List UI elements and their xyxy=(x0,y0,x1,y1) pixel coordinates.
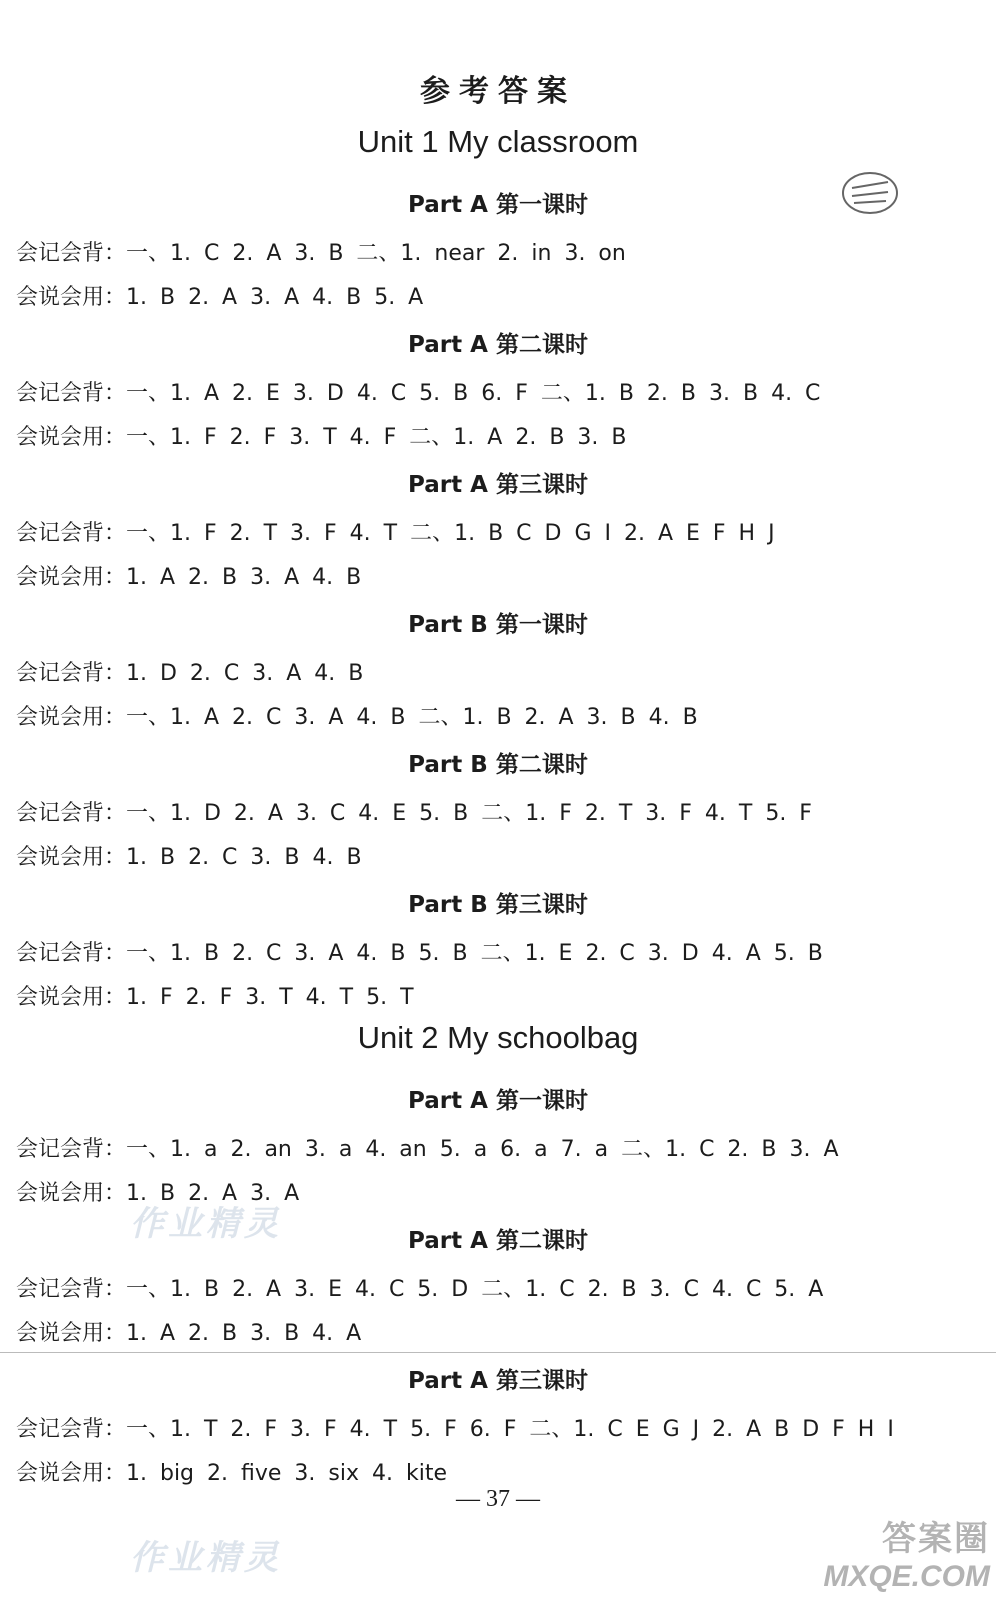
answer-line: 会说会用：1. A 2. B 3. B 4. A xyxy=(16,1321,362,1346)
answer-line: 会记会背：一、1. a 2. an 3. a 4. an 5. a 6. a 7. a 二、1. C 2. B 3. A xyxy=(16,1137,839,1162)
unit2-heading: Unit 2 My schoolbag xyxy=(357,1020,639,1055)
answer-line: 会记会背：1. D 2. C 3. A 4. B xyxy=(16,661,364,686)
answer-line: 会说会用：1. B 2. C 3. B 4. B xyxy=(16,845,362,870)
section-heading: Part A 第一课时 xyxy=(408,1088,588,1114)
site-watermark-url: MXQE.COM xyxy=(823,1560,990,1593)
page-title: 参考答案 xyxy=(420,74,576,109)
section-heading: Part B 第二课时 xyxy=(408,752,588,778)
unit1-heading: Unit 1 My classroom xyxy=(357,124,639,159)
answer-line: 会说会用：1. A 2. B 3. A 4. B xyxy=(16,565,362,590)
answer-line: 会记会背：一、1. C 2. A 3. B 二、1. near 2. in 3. on xyxy=(16,241,626,266)
section-heading: Part A 第三课时 xyxy=(408,472,588,498)
answer-line: 会记会背：一、1. T 2. F 3. F 4. T 5. F 6. F 二、1. C E G J 2. A B D F H I xyxy=(16,1417,894,1442)
site-watermark-name: 答案圈 xyxy=(882,1519,990,1559)
page-crease xyxy=(0,1352,996,1353)
answer-line: 会记会背：一、1. D 2. A 3. C 4. E 5. B 二、1. F 2. T 3. F 4. T 5. F xyxy=(16,801,812,826)
section-heading: Part A 第二课时 xyxy=(408,1228,588,1254)
answer-line: 会记会背：一、1. B 2. A 3. E 4. C 5. D 二、1. C 2. B 3. C 4. C 5. A xyxy=(16,1277,824,1302)
watermark-text: 作业精灵 xyxy=(130,1204,282,1244)
page-number: — 37 — xyxy=(456,1486,540,1512)
section-heading: Part B 第三课时 xyxy=(408,892,588,918)
answer-line: 会说会用：一、1. F 2. F 3. T 4. F 二、1. A 2. B 3. B xyxy=(16,425,627,450)
site-watermark xyxy=(823,1511,990,1594)
answer-line: 会说会用：1. big 2. five 3. six 4. kite xyxy=(16,1461,447,1486)
answer-line: 会记会背：一、1. B 2. C 3. A 4. B 5. B 二、1. E 2. C 3. D 4. A 5. B xyxy=(16,941,823,966)
answer-line: 会说会用：1. F 2. F 3. T 4. T 5. T xyxy=(16,985,414,1010)
answer-line: 会说会用：1. B 2. A 3. A 4. B 5. A xyxy=(16,285,424,310)
section-heading: Part A 第二课时 xyxy=(408,332,588,358)
answer-line: 会记会背：一、1. A 2. E 3. D 4. C 5. B 6. F 二、1. B 2. B 3. B 4. C xyxy=(16,381,821,406)
watermark-text: 作业精灵 xyxy=(130,1538,282,1578)
answer-line: 会说会用：一、1. A 2. C 3. A 4. B 二、1. B 2. A 3. B 4. B xyxy=(16,705,698,730)
section-heading: Part B 第一课时 xyxy=(408,612,588,638)
section-heading: Part A 第三课时 xyxy=(408,1368,588,1394)
answer-line: 会说会用：1. B 2. A 3. A xyxy=(16,1181,300,1206)
section-heading: Part A 第一课时 xyxy=(408,192,588,218)
answer-line: 会记会背：一、1. F 2. T 3. F 4. T 二、1. B C D G I 2. A E F H J xyxy=(16,521,775,546)
